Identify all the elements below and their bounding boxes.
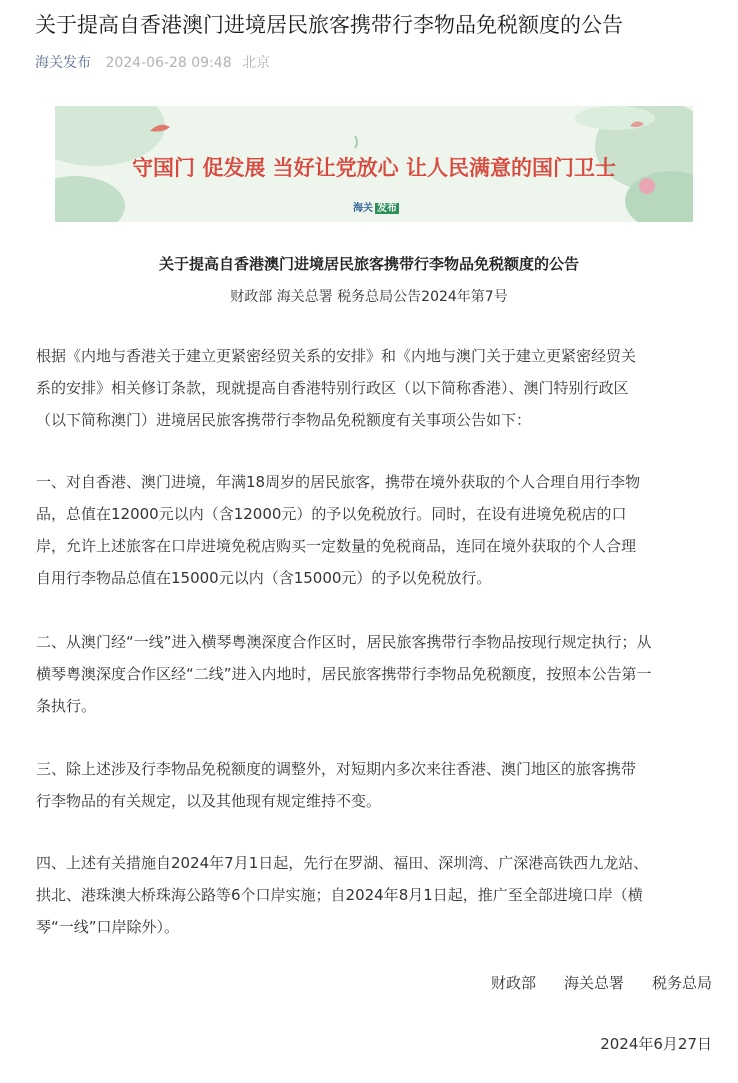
paragraph-2: 二、从澳门经“一线”进入横琴粤澳深度合作区时，居民旅客携带行李物品按现行规定执行；从 横琴粤澳深度合作区经“二线”进入内地时，居民旅客携带行李物品免税额度，按照本公告第一 条执行。 [36,633,652,715]
banner-slogan: 守国门 促发展 当好让党放心 让人民满意的国门卫士 [132,156,616,180]
signer: 海关总署 [563,974,624,992]
paragraph-4: 四、上述有关措施自2024年7月1日起，先行在罗湖、福田、深圳湾、广深港高铁西九龙站、 拱北、港珠澳大桥珠海公路等6个口岸实施；自2024年8月1日起，推广至全部进境口岸（横 琴“一线”口岸除外）。 [36,854,649,936]
publish-date: 2024-06-28 09:48 [105,55,232,71]
page-title: 关于提高自香港澳门进境居民旅客携带行李物品免税额度的公告 [35,13,623,37]
banner-logo: 海关 发布 [353,203,397,214]
signer: 税务总局 [651,974,712,992]
publish-location: 北京 [242,55,271,71]
document-number: 财政部 海关总署 税务总局公告2024年第7号 [230,289,508,305]
sign-date: 2024年6月27日 [600,1035,712,1053]
author-link[interactable]: 海关发布 [35,55,91,71]
banner-image [55,106,693,222]
document-title: 关于提高自香港澳门进境居民旅客携带行李物品免税额度的公告 [158,255,579,273]
paragraph-3: 三、除上述涉及行李物品免税额度的调整外，对短期内多次来往香港、澳门地区的旅客携带 行李物品的有关规定，以及其他现有规定维持不变。 [36,760,637,810]
paragraph-1: 一、对自香港、澳门进境，年满18周岁的居民旅客，携带在境外获取的个人合理自用行李物 品，总值在12000元以内（含12000元）的予以免税放行。同时，在设有进境免税店的口 岸，允许上述旅客在口岸进境免税店购买一定数量的免税商品，连同在境外获取的个人合理 自用行李物品总值在15000元以内（含15000元）的予以免税放行。 [36,473,641,587]
paragraph-intro: 根据《内地与香港关于建立更紧密经贸关系的安排》和《内地与澳门关于建立更紧密经贸关 系的安排》相关修订条款，现就提高自香港特别行政区（以下简称香港）、澳门特别行政区 （以下简称澳门）进境居民旅客携带行李物品免税额度有关事项公告如下： [36,347,637,429]
signers [463,971,712,995]
article-meta [35,53,270,73]
signer: 财政部 [490,974,536,992]
